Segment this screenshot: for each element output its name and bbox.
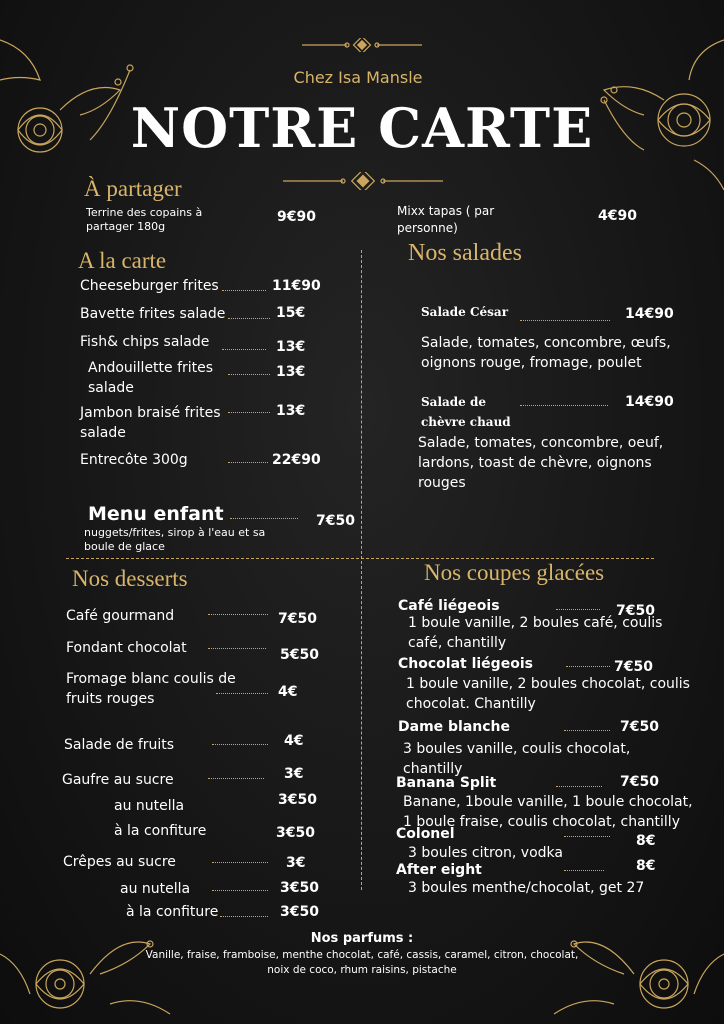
menu-item-name: Salade de chèvre chaud [421,395,511,429]
menu-item-description: 1 boule vanille, 2 boules café, coulis café, chantilly [408,615,663,651]
divider-ornament-bottom [283,172,443,190]
menu-item-name: Crêpes au sucre [63,854,176,870]
menu-item-price: 3€50 [280,880,319,896]
menu-item-price: 13€ [276,403,306,419]
menu-item-price: 8€ [636,833,656,849]
menu-item-name: Andouillette frites salade [88,360,214,396]
menu-item-name: Entrecôte 300g [80,452,188,468]
section-heading-partager: À partager [84,176,182,201]
section-heading-desserts: Nos desserts [72,566,188,591]
menu-item-description: 3 boules vanille, coulis chocolat, chantilly [403,741,631,777]
menu-item-price: 13€ [276,339,306,355]
menu-item-name: After eight [396,862,482,878]
menu-item-name: Dame blanche [398,719,511,735]
divider-ornament-top [302,38,422,52]
parfums-list: Vanille, fraise, framboise, menthe chocolat, café, cassis, caramel, citron, chocolat, noix de coco, rhum raisins, pistache [145,949,579,976]
menu-item-description: 3 boules menthe/chocolat, get 27 [408,880,645,896]
menu-item-price: 4€ [284,733,304,749]
menu-item-price: 22€90 [272,452,321,468]
menu-item-name: Banana Split [396,775,497,791]
menu-item-name: à la confiture [126,904,219,920]
menu-item-price: 9€90 [277,209,316,225]
menu-item-price: 3€ [286,855,306,871]
menu-item-price: 7€50 [620,774,659,790]
menu-item-price: 3€ [284,766,304,782]
menu-item-price: 8€ [636,858,656,874]
page-title: NOTRE CARTE [130,96,594,160]
menu-item-name: Bavette frites salade [80,306,226,322]
menu-item-name: Gaufre au sucre [62,772,174,788]
menu-item-price: 7€50 [316,513,355,529]
menu-item-name: Café liégeois [398,598,500,614]
section-heading-coupes: Nos coupes glacées [424,560,605,585]
row-divider [66,558,654,559]
menu-item-name: Fondant chocolat [66,640,187,656]
menu-item-price: 3€50 [280,904,319,920]
menu-item-name: Jambon braisé frites salade [80,405,221,441]
parfums-heading: Nos parfums : [310,931,414,946]
menu-item-price: 4€ [278,684,298,700]
menu-item-price: 4€90 [598,208,637,224]
menu-item-name: Cheeseburger frites [80,278,219,294]
menu-item-name: Terrine des copains à partager 180g [86,206,203,233]
menu-item-description: 3 boules citron, vodka [408,845,563,861]
menu-item-name: au nutella [114,798,185,814]
menu-item-name: au nutella [120,881,191,897]
menu-item-price: 7€50 [620,719,659,735]
restaurant-name: Chez Isa Mansle [293,68,423,87]
menu-item-name: Fromage blanc coulis de fruits rouges [66,671,236,707]
menu-item-price: 14€90 [625,306,674,322]
menu-item-price: 14€90 [625,394,674,410]
column-divider [361,250,362,890]
menu-item-name: Chocolat liégeois [398,656,533,672]
menu-item-description: Salade, tomates, concombre, œufs, oignons rouge, fromage, poulet [421,335,671,371]
section-heading-a-la-carte: A la carte [78,248,167,273]
menu-item-price: 7€50 [278,611,317,627]
menu-item-price: 5€50 [280,647,319,663]
menu-item-price: 15€ [276,305,306,321]
menu-item-name: Salade César [421,305,509,319]
menu-item-name: Salade de fruits [64,737,175,753]
menu-item-price: 3€50 [278,792,317,808]
menu-item-price: 3€50 [276,825,315,841]
menu-item-name: Colonel [396,826,455,842]
section-heading-salades: Nos salades [408,240,522,266]
menu-item-name: Mixx tapas ( par personne) [397,204,495,235]
menu-item-description: 1 boule vanille, 2 boules chocolat, coulis chocolat. Chantilly [406,676,690,712]
menu-item-description: Salade, tomates, concombre, oeuf, lardons, toast de chèvre, oignons rouges [418,435,664,491]
menu-item-price: 7€50 [616,603,655,619]
menu-item-price: 11€90 [272,278,321,294]
menu-item-name: à la confiture [114,823,207,839]
menu-item-description: nuggets/frites, sirop à l'eau et sa boule de glace [84,526,266,553]
menu-item-name: Café gourmand [66,608,175,624]
menu-item-price: 7€50 [614,659,653,675]
menu-item-price: 13€ [276,364,306,380]
menu-item-name: Fish& chips salade [80,334,210,350]
menu-item-description: Banane, 1boule vanille, 1 boule chocolat, 1 boule fraise, coulis chocolat, chantilly [403,794,693,830]
section-heading-menu-enfant: Menu enfant [88,503,224,525]
